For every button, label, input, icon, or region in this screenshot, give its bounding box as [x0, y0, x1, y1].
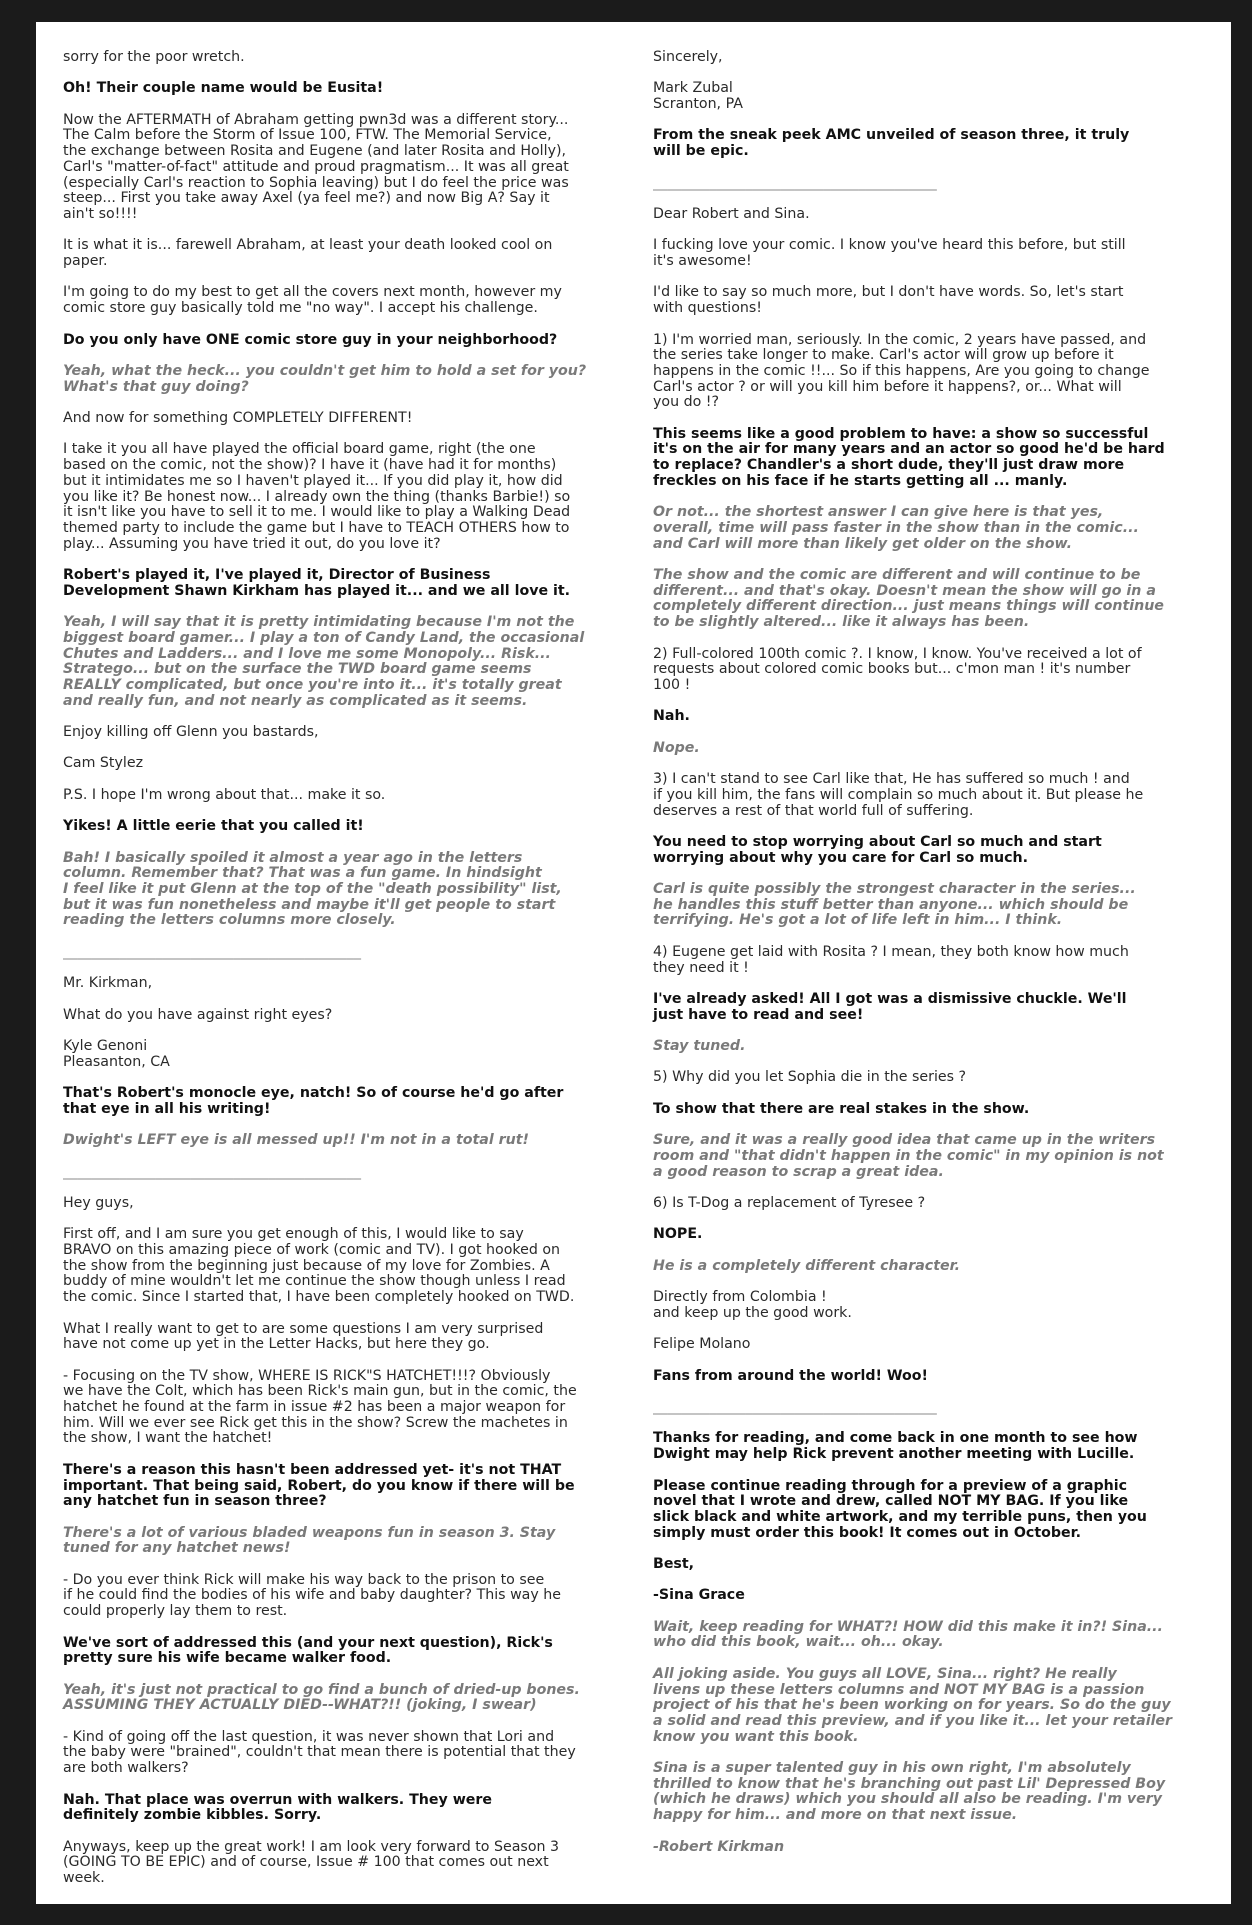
section-divider: __________________________________________	[63, 944, 361, 960]
reply-italic-paragraph: Nope.	[653, 739, 700, 756]
letter-paragraph: Cam Stylez	[63, 755, 144, 772]
reply-bold-paragraph: Oh! Their couple name would be Eusita!	[63, 80, 384, 97]
right-column	[653, 50, 1209, 1871]
letter-paragraph: sorry for the poor wretch.	[63, 49, 245, 65]
letter-paragraph: Felipe Molano	[653, 1336, 751, 1353]
letter-paragraph: I'd like to say so much more, but I don't have words. So, let's start with questions!	[653, 284, 1124, 317]
letter-paragraph: Now the AFTERMATH of Abraham getting pwn3d was a different story... The Calm before the Storm of Issue 100, FTW. The Memorial Service, the exchange between Rosita and Eugene (and later Rosita and Holly), Carl's "matter-of-fact" attitude and proud pragmatism... It was all great (especially Carl's reaction to Sophia leaving) but I do feel the price was steep... First you take away Axel (ya feel me?) and now Big A? Say it ain't so!!!!	[63, 111, 569, 222]
letter-paragraph: Enjoy killing off Glenn you bastards,	[63, 724, 319, 741]
reply-italic-paragraph: Sure, and it was a really good idea that came up in the writers room and "that didn't happen in the comic" in my opinion is not a good reason to scrap a great idea.	[653, 1132, 1164, 1180]
reply-italic-paragraph: Or not... the shortest answer I can give here is that yes, overall, time will pass faster in the show than in the comic... and Carl will more than likely get older on the show.	[653, 504, 1139, 552]
letter-paragraph: I fucking love your comic. I know you've heard this before, but still it's awesome!	[653, 237, 1126, 270]
reply-italic-paragraph: All joking aside. You guys all LOVE, Sina... right? He really livens up these letters columns and NOT MY BAG is a passion project of his that he's been working on for years. So do the guy a solid and read this preview, and if you like it... let your retailer know you want this book.	[653, 1665, 1173, 1745]
reply-bold-paragraph: You need to stop worrying about Carl so much and start worrying about why you care for Carl so much.	[653, 833, 1102, 866]
letters-page	[36, 22, 1231, 1904]
letter-paragraph: Hey guys,	[63, 1194, 134, 1211]
letter-paragraph: Directly from Colombia ! and keep up the good work.	[653, 1289, 852, 1321]
letter-paragraph: Mr. Kirkman,	[63, 975, 153, 992]
reply-italic-paragraph: The show and the comic are different and will continue to be different... and that's okay. Doesn't mean the show will go in a completely different direction... just means things will continue to be slightly altered... like it always has been.	[653, 567, 1164, 631]
letter-paragraph: I'm going to do my best to get all the covers next month, however my comic store guy basically told me "no way". I accept his challenge.	[63, 284, 562, 317]
letter-paragraph: Sincerely,	[653, 49, 723, 65]
letter-paragraph: Dear Robert and Sina.	[653, 205, 810, 222]
reply-bold-paragraph: Fans from around the world! Woo!	[653, 1367, 928, 1384]
reply-italic-paragraph: Bah! I basically spoiled it almost a year ago in the letters column. Remember that? That was a fun game. In hindsight I feel like it put Glenn at the top of the "death possibility" list, but it was fun nonetheless and maybe it'll get people to start reading the letters columns more closely.	[63, 849, 562, 929]
reply-bold-paragraph: There's a reason this hasn't been addressed yet- it's not THAT important. That being said, Robert, do you know if there will be any hatchet fun in season three?	[63, 1461, 575, 1510]
reply-bold-paragraph: Best,	[653, 1556, 695, 1572]
reply-italic-paragraph: Wait, keep reading for WHAT?! HOW did this make it in?! Sina... who did this book, wait... oh... okay.	[653, 1618, 1163, 1651]
left-column	[63, 50, 628, 1902]
reply-bold-paragraph: Nah.	[653, 708, 690, 725]
reply-bold-paragraph: Robert's played it, I've played it, Director of Business Development Shawn Kirkham has played it... and we all love it.	[63, 567, 571, 599]
letter-paragraph: Anyways, keep up the great work! I am look very forward to Season 3 (GOING TO BE EPIC) and of course, Issue # 100 that comes out next week.	[63, 1838, 560, 1887]
letter-paragraph: - Do you ever think Rick will make his way back to the prison to see if he could find the bodies of his wife and baby daughter? This way he could properly lay them to rest.	[63, 1571, 561, 1620]
reply-bold-paragraph: Yikes! A little eerie that you called it!	[63, 818, 364, 835]
letter-paragraph: I take it you all have played the official board game, right (the one based on the comic, not the show)? I have it (have had it for months) but it intimidates me so I haven't played it... If you did play it, how did you like it? Be honest now... I already own the thing (thanks Barbie!) so it isn't like you have to sell it to me. I would like to play a Walking Dead themed party to include the game but I have to TEACH OTHERS how to play... Assuming you have tried it out, do you love it?	[63, 441, 571, 552]
letter-paragraph: 1) I'm worried man, seriously. In the comic, 2 years have passed, and the series take longer to make. Carl's actor will grow up before it happens in the comic !!... So if this happens, Are you going to change Carl's actor ? or will you kill him before it happens?, or... What will you do !?	[653, 331, 1150, 411]
letter-paragraph: It is what it is... farewell Abraham, at least your death looked cool on paper.	[63, 237, 553, 270]
reply-italic-paragraph: -Robert Kirkman	[653, 1838, 785, 1855]
reply-bold-paragraph: This seems like a good problem to have: a show so successful it's on the air for many years and an actor so good he'd be hard to replace? Chandler's a short dude, they'll just draw more freckles on his face if he starts getting all ... manly.	[653, 425, 1165, 489]
reply-bold-paragraph: Do you only have ONE comic store guy in your neighborhood?	[63, 331, 558, 348]
letter-paragraph: Mark Zubal Scranton, PA	[653, 80, 743, 113]
section-divider: __________________________________________	[63, 1164, 361, 1180]
section-divider: ________________________________________	[653, 1400, 937, 1416]
reply-bold-paragraph: To show that there are real stakes in the show.	[653, 1100, 1030, 1117]
reply-bold-paragraph: We've sort of addressed this (and your next question), Rick's pretty sure his wife became walker food.	[63, 1634, 553, 1667]
letter-paragraph: 6) Is T-Dog a replacement of Tyresee ?	[653, 1194, 926, 1211]
reply-bold-paragraph: Nah. That place was overrun with walkers. They were definitely zombie kibbles. Sorry.	[63, 1791, 493, 1824]
reply-italic-paragraph: Dwight's LEFT eye is all messed up!! I'm not in a total rut!	[63, 1132, 529, 1149]
reply-bold-paragraph: NOPE.	[653, 1226, 703, 1243]
reply-bold-paragraph: -Sina Grace	[653, 1587, 745, 1604]
letter-paragraph: 2) Full-colored 100th comic ?. I know, I know. You've received a lot of requests about colored comic books but... c'mon man ! it's number 100 !	[653, 645, 1142, 693]
section-divider: ________________________________________	[653, 175, 937, 191]
reply-italic-paragraph: Stay tuned.	[653, 1038, 746, 1054]
letter-paragraph: 3) I can't stand to see Carl like that, He has suffered so much ! and if you kill him, the fans will complain so much about it. But please he deserves a rest of that world full of suffering.	[653, 771, 1144, 819]
letter-paragraph: 4) Eugene get laid with Rosita ? I mean, they both know how much they need it !	[653, 943, 1129, 976]
reply-italic-paragraph: Sina is a super talented guy in his own right, I'm absolutely thrilled to know that he's branching out past Lil' Depressed Boy (which he draws) which you should all also be reading. I'm very happy for him... and more on that next issue.	[653, 1760, 1166, 1824]
reply-bold-paragraph: From the sneak peek AMC unveiled of season three, it truly will be epic.	[653, 127, 1130, 160]
reply-italic-paragraph: There's a lot of various bladed weapons fun in season 3. Stay tuned for any hatchet news!	[63, 1524, 556, 1557]
letter-paragraph: - Focusing on the TV show, WHERE IS RICK"S HATCHET!!!? Obviously we have the Colt, which has been Rick's main gun, but in the comic, the hatchet he found at the farm in issue #2 has been a major weapon for him. Will we ever see Rick get this in the show? Screw the machetes in the show, I want the hatchet!	[63, 1367, 577, 1447]
reply-italic-paragraph: He is a completely different character.	[653, 1257, 960, 1274]
letter-paragraph: 5) Why did you let Sophia die in the series ?	[653, 1069, 967, 1086]
letter-paragraph: What I really want to get to are some questions I am very surprised have not come up yet in the Letter Hacks, but here they go.	[63, 1320, 544, 1353]
letter-paragraph: What do you have against right eyes?	[63, 1006, 333, 1023]
reply-italic-paragraph: Yeah, it's just not practical to go find a bunch of dried-up bones. ASSUMING THEY ACTUALLY DIED--WHAT?!! (joking, I swear)	[63, 1681, 580, 1714]
letter-paragraph: Kyle Genoni Pleasanton, CA	[63, 1038, 170, 1070]
reply-bold-paragraph: That's Robert's monocle eye, natch! So of course he'd go after that eye in all his writing!	[63, 1085, 564, 1117]
letter-paragraph: And now for something COMPLETELY DIFFERENT!	[63, 410, 413, 427]
letter-paragraph: First off, and I am sure you get enough of this, I would like to say BRAVO on this amazing piece of work (comic and TV). I got hooked on the show from the beginning just because of my love for Zombies. A buddy of mine wouldn't let me continue the show though unless I read the comic. Since I started that, I have been completely hooked on TWD.	[63, 1226, 575, 1306]
reply-bold-paragraph: Please continue reading through for a preview of a graphic novel that I wrote and drew, called NOT MY BAG. If you like slick black and white artwork, and my terrible puns, then you simply must order this book! It comes out in October.	[653, 1477, 1147, 1541]
letter-paragraph: P.S. I hope I'm wrong about that... make it so.	[63, 786, 386, 803]
letter-paragraph: - Kind of going off the last question, it was never shown that Lori and the baby were "brained", couldn't that mean there is potential that they are both walkers?	[63, 1728, 576, 1777]
reply-italic-paragraph: Yeah, I will say that it is pretty intimidating because I'm not the biggest board gamer... I play a ton of Candy Land, the occasional Chutes and Ladders... and I love me some Monopoly... Risk... Stratego... but on the surface the TWD board game seems REALLY complicated, but once you're into it... it's totally great and really fun, and not nearly as complicated as it seems.	[63, 614, 585, 709]
reply-bold-paragraph: I've already asked! All I got was a dismissive chuckle. We'll just have to read and see!	[653, 990, 1127, 1023]
reply-italic-paragraph: Yeah, what the heck... you couldn't get him to hold a set for you? What's that guy doing?	[63, 362, 587, 395]
reply-italic-paragraph: Carl is quite possibly the strongest character in the series... he handles this stuff better than anyone... which should be terrifying. He's got a lot of life left in him... I think.	[653, 881, 1136, 929]
reply-bold-paragraph: Thanks for reading, and come back in one month to see how Dwight may help Rick prevent another meeting with Lucille.	[653, 1430, 1138, 1463]
